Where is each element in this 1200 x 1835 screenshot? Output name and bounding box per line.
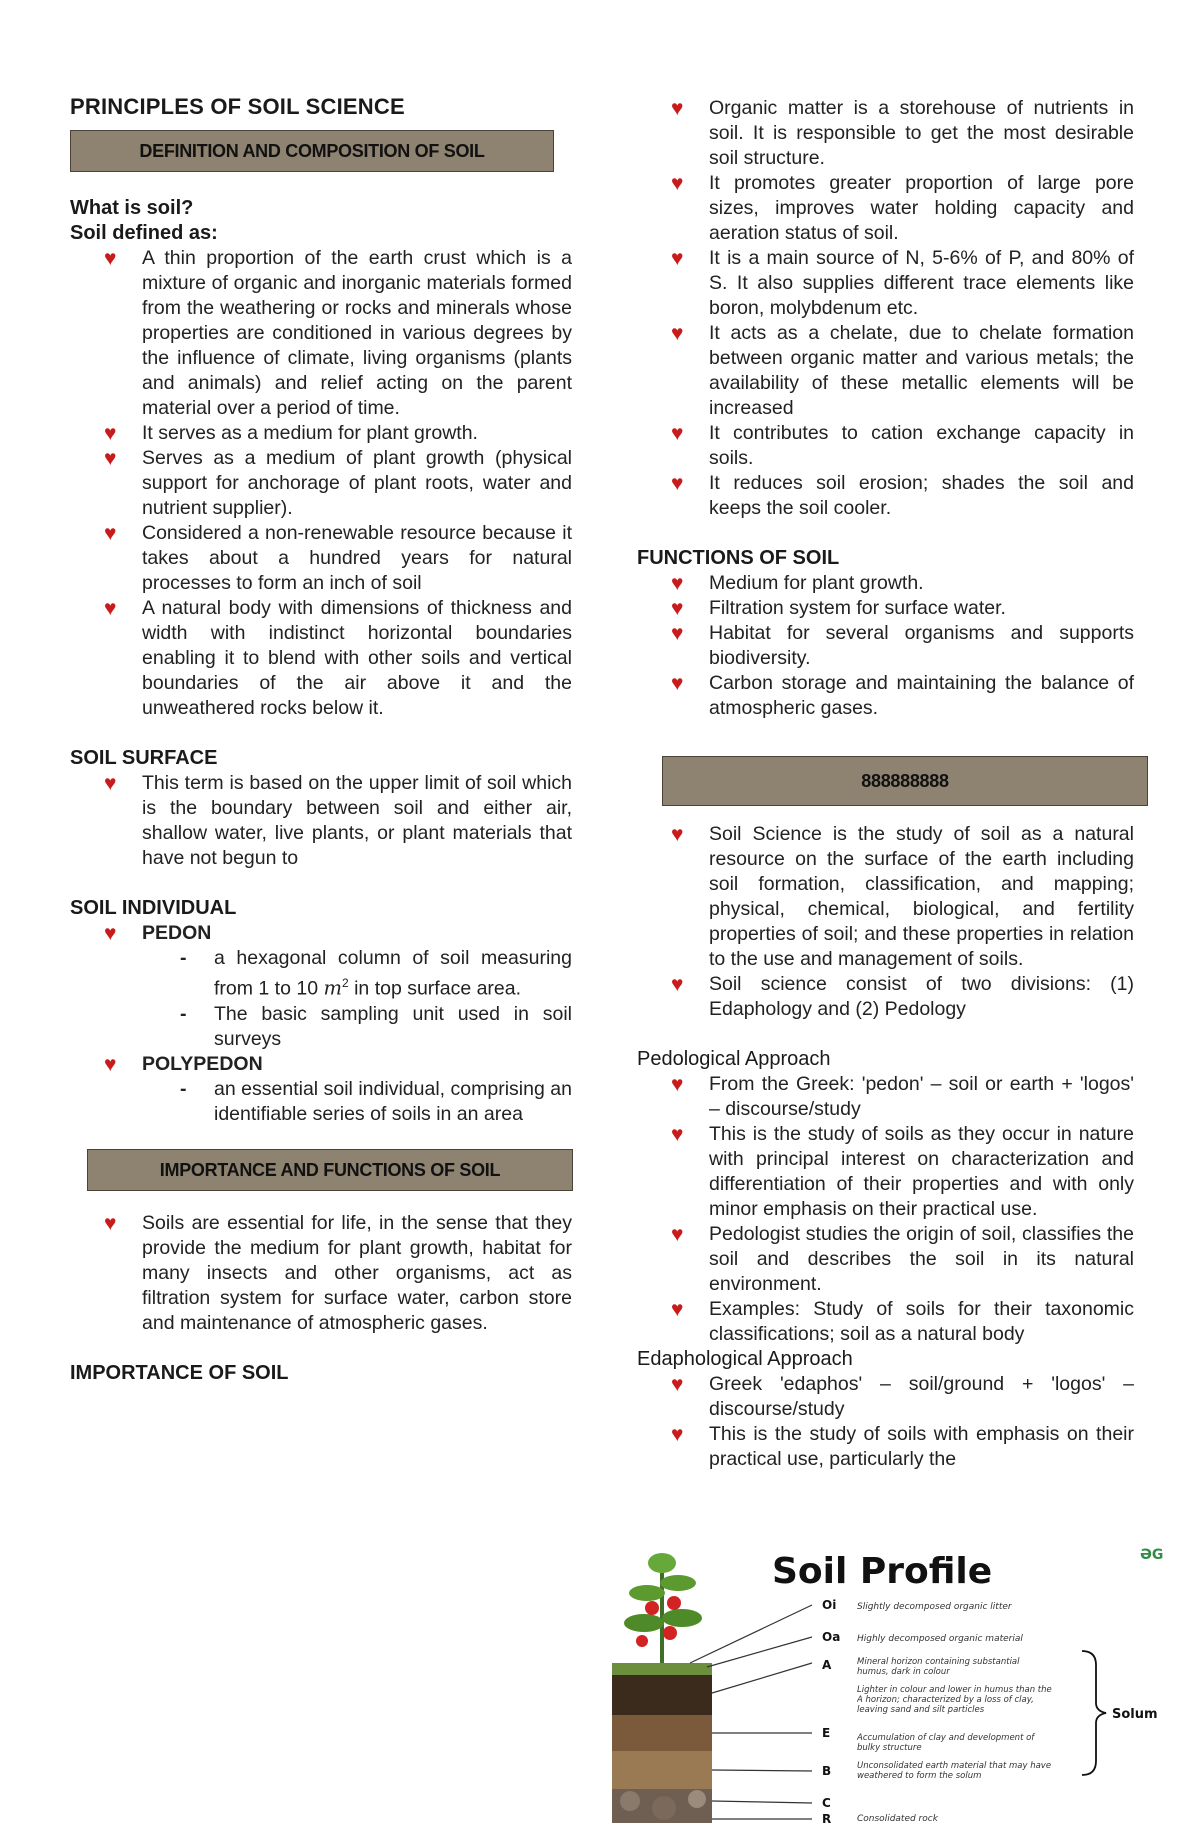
what-is-soil-heading: What is soil? (70, 197, 194, 219)
list-item: ♥ It serves as a medium for plant growth. (104, 422, 478, 445)
heart-icon: ♥ (671, 1423, 684, 1446)
horizon-desc: Lighter in colour and lower in humus than the A horizon; characterized by a loss of clay, leaving sand and silt particles (857, 1685, 1052, 1715)
list-item: ♥ Soils are essential for life, in the sense that they provide the medium for plant growth, habitat for many insects and other organisms, act as filtration system for surface water, carbon store and maintenance of atmospheric gases. (104, 1211, 572, 1334)
soil-layer-b (612, 1751, 712, 1789)
horizon-desc: Unconsolidated earth material that may have weathered to form the solum (857, 1761, 1052, 1781)
tomato (645, 1601, 659, 1615)
list-item: ♥ This is the study of soils with emphasis on their practical use, particularly the (671, 1423, 1134, 1470)
heart-icon: ♥ (104, 1211, 117, 1235)
list-item: ♥ Examples: Study of soils for their taxonomic classifications; soil as a natural body (671, 1298, 1134, 1345)
sub-item: - an essential soil individual, comprising an identifiable series of soils in an area (180, 1077, 572, 1125)
plant-leaf (660, 1575, 696, 1591)
tomato (636, 1635, 648, 1647)
heart-icon: ♥ (671, 1223, 684, 1246)
soil-layer-litter (612, 1663, 712, 1675)
plant-leaf (624, 1614, 664, 1632)
horizon-code: A (822, 1658, 832, 1672)
soil-defined-heading: Soil defined as: (70, 222, 218, 244)
horizon-code: E (822, 1726, 831, 1740)
heart-icon: ♥ (104, 447, 117, 470)
heart-icon: ♥ (671, 472, 684, 495)
figure-title: Soil Profile (772, 1551, 993, 1592)
edaphological-heading: Edaphological Approach (637, 1348, 853, 1370)
list-item: ♥ Carbon storage and maintaining the balance of atmospheric gases. (671, 672, 1134, 719)
soil-individual-list (70, 921, 572, 1127)
horizon-code: C (822, 1796, 831, 1810)
heart-icon: ♥ (671, 322, 684, 345)
soil-layer-e (612, 1715, 712, 1751)
heart-icon: ♥ (671, 1073, 684, 1096)
functions-heading: FUNCTIONS OF SOIL (637, 547, 840, 569)
heart-icon: ♥ (104, 922, 117, 945)
list-item: ♥ Soil Science is the study of soil as a natural resource on the surface of the earth including soil formation, classification, and mapping; physical, chemical, biological, and fertility properties of soil; and these properties in relation to the use and management of soils. (671, 823, 1134, 970)
horizon-desc: Highly decomposed organic material (857, 1634, 1023, 1644)
horizon-code: Oi (822, 1598, 837, 1612)
list-item: ♥ Serves as a medium of plant growth (physical support for anchorage of plant roots, water and nutrient supplier). (104, 447, 572, 519)
sub-item: - The basic sampling unit used in soil surveys (180, 1002, 572, 1050)
heart-icon: ♥ (671, 172, 684, 195)
list-item: ♥ A natural body with dimensions of thickness and width with indistinct horizontal boundaries enabling it to blend with other soils and vertical boundaries of the air above it and the unweathered rocks below it. (104, 597, 572, 719)
heart-icon: ♥ (671, 1123, 684, 1146)
plant-leaf (629, 1585, 665, 1601)
list-item: ♥ A thin proportion of the earth crust which is a mixture of organic and inorganic materials formed from the weathering or rocks and minerals whose properties are conditioned in various degrees by the influence of climate, living organisms (plants and animals) and relief acting on the parent material over a period of time. (104, 247, 572, 419)
list-item: ♥ Habitat for several organisms and supports biodiversity. (671, 622, 1134, 669)
logo: ƏG (1140, 1547, 1164, 1563)
heart-icon: ♥ (671, 572, 684, 595)
soil-individual-heading: SOIL INDIVIDUAL (70, 897, 237, 919)
heart-icon: ♥ (671, 622, 684, 645)
banner-importance-functions: IMPORTANCE AND FUNCTIONS OF SOIL (87, 1149, 573, 1191)
heart-icon: ♥ (671, 823, 684, 846)
solum-label: Solum (1112, 1707, 1158, 1722)
importance-functions-list (70, 1211, 572, 1336)
edaphological-list (637, 1372, 1134, 1472)
horizon-desc: Consolidated rock (857, 1814, 938, 1823)
horizon-code: B (822, 1764, 832, 1778)
soil-surface-list (70, 771, 572, 871)
banner-definition: DEFINITION AND COMPOSITION OF SOIL (70, 130, 554, 172)
right-column (637, 96, 1134, 1472)
tomato (667, 1596, 681, 1610)
list-item: ♥ It is a main source of N, 5-6% of P, and 80% of S. It also supplies different trace elements like boron, molybdenum etc. (671, 247, 1134, 319)
horizon-desc: Mineral horizon containing substantial humus, dark in colour (857, 1657, 1020, 1677)
importance-heading: IMPORTANCE OF SOIL (70, 1361, 289, 1384)
tomato (663, 1626, 677, 1640)
list-item: ♥ Soil science consist of two divisions: (1) Edaphology and (2) Pedology (671, 973, 1134, 1020)
soil-surface-heading: SOIL SURFACE (70, 747, 218, 769)
list-item: ♥ It acts as a chelate, due to chelate formation between organic matter and various metals; the availability of these metallic elements will be increased (671, 322, 1134, 419)
heart-icon: ♥ (671, 1298, 684, 1321)
list-item: ♥ Medium for plant growth. (671, 572, 924, 595)
soil-profile-figure (612, 1533, 1172, 1823)
plant-leaf (648, 1553, 676, 1573)
list-item: ♥ Considered a non-renewable resource because it takes about a hundred years for natural processes to form an inch of soil (104, 522, 572, 594)
pedon-item: ♥ PEDON - a hexagonal column of soil measuring from 1 to 10 $m^2$ in top surface area. - The basic sampling unit used in soil surveys (104, 922, 572, 1050)
heart-icon: ♥ (104, 772, 117, 795)
list-item: ♥ From the Greek: 'pedon' – soil or earth + 'logos' – discourse/study (671, 1073, 1134, 1120)
list-item: ♥ Greek 'edaphos' – soil/ground + 'logos' – discourse/study (671, 1373, 1134, 1420)
heart-icon: ♥ (671, 247, 684, 270)
polypedon-item: ♥ POLYPEDON - an essential soil individual, comprising an identifiable series of soils in an area (104, 1052, 572, 1125)
pedon-sublist (142, 946, 572, 1052)
horizon-code: Oa (822, 1630, 841, 1644)
heart-icon: ♥ (671, 597, 684, 620)
heart-icon: ♥ (671, 1373, 684, 1396)
list-item: ♥ It reduces soil erosion; shades the soil and keeps the soil cooler. (671, 472, 1134, 519)
plant-leaf (662, 1609, 702, 1627)
functions-list (637, 571, 1134, 721)
horizon-desc: Slightly decomposed organic litter (857, 1602, 1012, 1612)
sub-item: - a hexagonal column of soil measuring from 1 to 10 $m^2$ in top surface area. (180, 947, 572, 1000)
heart-icon: ♥ (671, 97, 684, 120)
banner-soil-science: 888888888 (662, 756, 1148, 806)
polypedon-sublist (142, 1077, 572, 1127)
list-item: ♥ It contributes to cation exchange capacity in soils. (671, 422, 1134, 469)
heart-icon: ♥ (104, 247, 117, 270)
pedological-heading: Pedological Approach (637, 1048, 831, 1070)
heart-icon: ♥ (671, 672, 684, 695)
heart-icon: ♥ (671, 973, 684, 996)
list-item: ♥ Filtration system for surface water. (671, 597, 1006, 620)
soil-science-list (637, 822, 1134, 1022)
heart-icon: ♥ (104, 1052, 117, 1076)
list-item: ♥ Organic matter is a storehouse of nutrients in soil. It is responsible to get the most desirable soil structure. (671, 97, 1134, 169)
heart-icon: ♥ (104, 422, 117, 445)
heart-icon: ♥ (104, 597, 117, 620)
heart-icon: ♥ (104, 522, 117, 545)
list-item: ♥ This is the study of soils as they occur in nature with principal interest on characterization and differentiation of their properties and with only minor emphasis on their practical use. (671, 1123, 1134, 1220)
pedological-list (637, 1072, 1134, 1347)
list-item: ♥ This term is based on the upper limit of soil which is the boundary between soil and either air, shallow water, live plants, or plant materials that have not begun to (104, 772, 572, 869)
left-column (70, 94, 572, 1386)
heart-icon: ♥ (671, 422, 684, 445)
definition-list (70, 246, 572, 721)
document-title: PRINCIPLES OF SOIL SCIENCE (70, 94, 405, 119)
organic-matter-list (637, 96, 1134, 521)
list-item: ♥ Pedologist studies the origin of soil, classifies the soil and describes the soil in its natural environment. (671, 1223, 1134, 1295)
list-item: ♥ It promotes greater proportion of large pore sizes, improves water holding capacity and aeration status of soil. (671, 172, 1134, 244)
soil-layer-a (612, 1675, 712, 1715)
horizon-code: R (822, 1812, 832, 1823)
horizon-desc: Accumulation of clay and development of bulky structure (857, 1733, 1035, 1753)
